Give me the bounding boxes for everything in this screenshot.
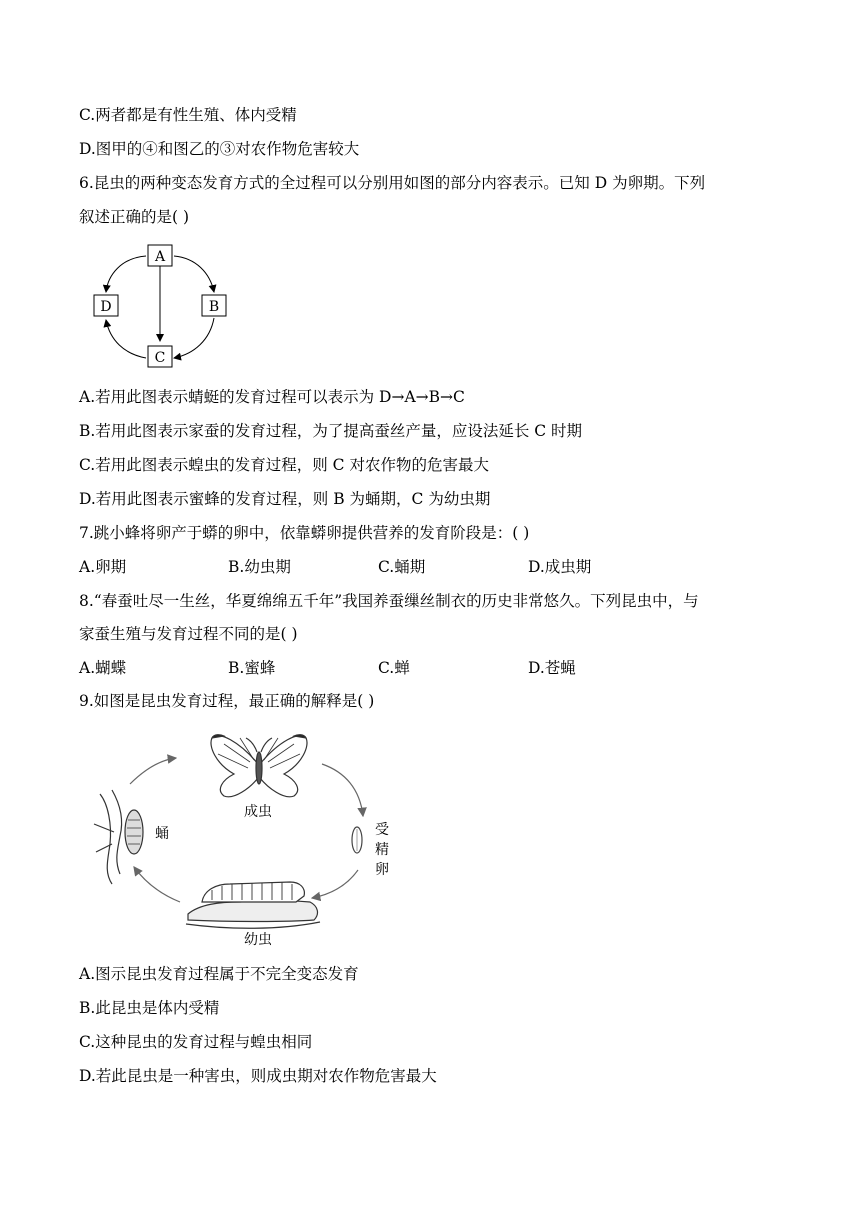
- q7-option-c: C.蛹期: [378, 558, 426, 576]
- pupa-label: 蛹: [155, 826, 169, 842]
- box-b-label: B: [208, 299, 220, 315]
- q6-option-a: A.若用此图表示蜻蜓的发育过程可以表示为 D→A→B→C: [79, 388, 465, 406]
- q8-option-c: C.蝉: [378, 659, 410, 677]
- life-cycle-diagram: [86, 240, 236, 376]
- svg-text:精: 精: [375, 842, 389, 858]
- q6-stem-line2: 叙述正确的是( ): [79, 208, 190, 226]
- q7-stem: 7.跳小蜂将卵产于蟒的卵中，依靠蟒卵提供营养的发育阶段是：( ): [79, 524, 530, 542]
- q6-option-d: D.若用此图表示蜜蜂的发育过程，则 B 为蛹期，C 为幼虫期: [79, 490, 491, 508]
- box-c-label: C: [154, 350, 166, 366]
- q8-stem-line2: 家蚕生殖与发育过程不同的是( ): [79, 625, 298, 643]
- q6-stem-line1: 6.昆虫的两种变态发育方式的全过程可以分别用如图的部分内容表示。已知 D 为卵期。下列: [79, 174, 706, 192]
- larva-label: 幼虫: [244, 932, 272, 948]
- insect-life-cycle-diagram: [90, 724, 400, 950]
- q9-stem: 9.如图是昆虫发育过程，最正确的解释是( ): [79, 692, 375, 710]
- q8-option-d: D.苍蝇: [528, 659, 576, 677]
- adult-label: 成虫: [244, 804, 272, 820]
- q6-option-c: C.若用此图表示蝗虫的发育过程，则 C 对农作物的危害最大: [79, 456, 489, 474]
- egg-label: [375, 822, 389, 878]
- q5-option-d: D.图甲的④和图乙的③对农作物危害较大: [79, 140, 360, 158]
- q9-option-d: D.若此昆虫是一种害虫，则成虫期对农作物危害最大: [79, 1067, 437, 1085]
- q8-stem-line1: 8.“春蚕吐尽一生丝，华夏绵绵五千年”我国养蚕缫丝制衣的历史非常悠久。下列昆虫中，与: [79, 592, 699, 610]
- q7-option-b: B.幼虫期: [228, 558, 291, 576]
- q7-option-d: D.成虫期: [528, 558, 592, 576]
- svg-text:卵: 卵: [375, 862, 389, 878]
- q8-option-a: A.蝴蝶: [79, 659, 127, 677]
- q6-option-b: B.若用此图表示家蚕的发育过程，为了提高蚕丝产量，应设法延长 C 时期: [79, 422, 583, 440]
- q9-option-a: A.图示昆虫发育过程属于不完全变态发育: [79, 965, 359, 983]
- larva-icon: [186, 882, 320, 928]
- q5-option-c: C.两者都是有性生殖、体内受精: [79, 106, 297, 124]
- q7-option-a: A.卵期: [79, 558, 127, 576]
- svg-text:受: 受: [375, 822, 389, 838]
- q9-option-c: C.这种昆虫的发育过程与蝗虫相同: [79, 1033, 313, 1051]
- box-d-label: D: [100, 299, 112, 315]
- box-a-label: A: [154, 249, 166, 265]
- butterfly-icon: [211, 735, 307, 797]
- q8-option-b: B.蜜蜂: [228, 659, 276, 677]
- q9-option-b: B.此昆虫是体内受精: [79, 999, 220, 1017]
